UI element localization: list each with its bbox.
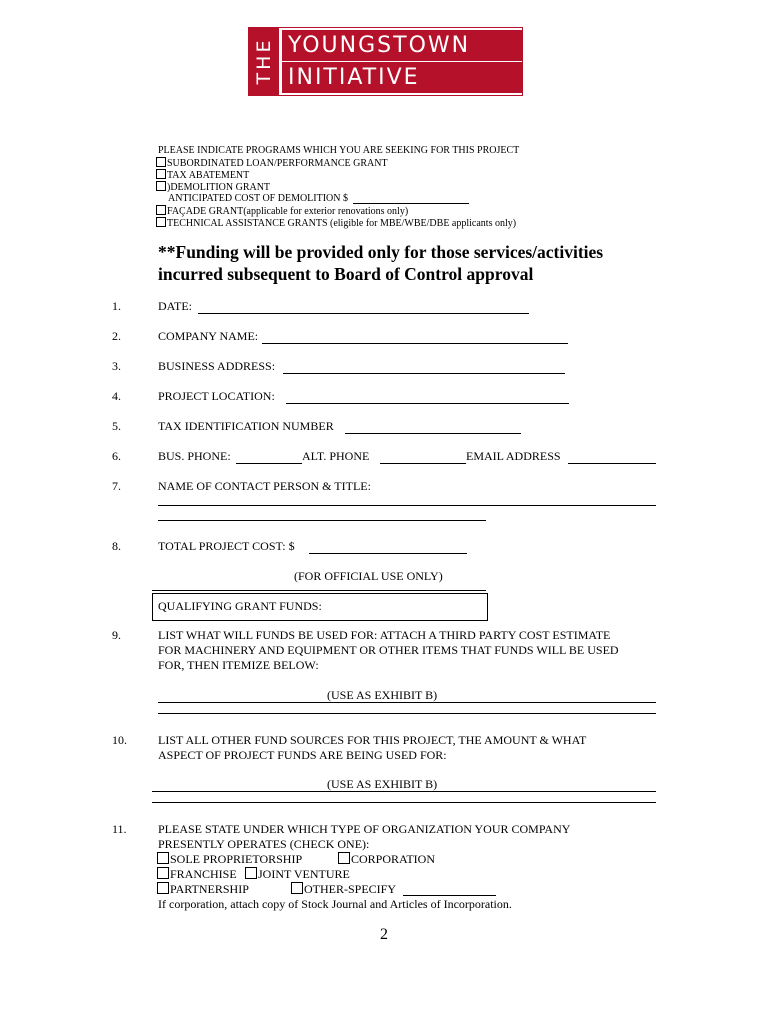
checkbox[interactable] <box>156 169 166 179</box>
checkbox[interactable] <box>291 882 303 894</box>
logo-the-badge <box>249 28 279 95</box>
q6-number: 6. <box>112 449 121 463</box>
q3-label: BUSINESS ADDRESS: <box>158 359 276 373</box>
total-project-cost-field[interactable] <box>309 553 467 554</box>
option-joint-venture: JOINT VENTURE <box>245 867 350 882</box>
contact-person-field[interactable] <box>158 505 656 506</box>
logo <box>248 27 523 96</box>
qualifying-grant-label: QUALIFYING GRANT FUNDS: <box>158 599 322 613</box>
checkbox[interactable] <box>245 867 257 879</box>
bus-phone-label: BUS. PHONE: <box>158 449 231 463</box>
q11-line1: PLEASE STATE UNDER WHICH TYPE OF ORGANIZATION YOUR COMPANY <box>158 822 571 836</box>
q10-number: 10. <box>112 733 127 747</box>
date-field[interactable] <box>198 313 529 314</box>
q7-label: NAME OF CONTACT PERSON & TITLE: <box>158 479 371 493</box>
option-franchise: FRANCHISE <box>157 867 237 882</box>
q9-line1: LIST WHAT WILL FUNDS BE USED FOR: ATTACH A THIRD PARTY COST ESTIMATE <box>158 628 611 642</box>
logo-the-text: THE <box>253 37 275 85</box>
tax-id-field[interactable] <box>345 433 521 434</box>
q10-exhibit: (USE AS EXHIBIT B) <box>327 777 438 791</box>
q11-note: If corporation, attach copy of Stock Journal and Articles of Incorporation. <box>158 897 512 911</box>
program-item-technical: TECHNICAL ASSISTANCE GRANTS (eligible for MBE/WBE/DBE applicants only) <box>156 217 516 230</box>
business-address-field[interactable] <box>283 373 565 374</box>
option-corporation: CORPORATION <box>338 852 435 867</box>
q2-label: COMPANY NAME: <box>158 329 259 343</box>
q9-line3: FOR, THEN ITEMIZE BELOW: <box>158 658 319 672</box>
q3-number: 3. <box>112 359 121 373</box>
q10-line1: LIST ALL OTHER FUND SOURCES FOR THIS PROJECT, THE AMOUNT & WHAT <box>158 733 587 747</box>
q9-field-line2[interactable] <box>158 713 656 714</box>
qualifying-grant-box[interactable] <box>152 593 488 621</box>
q9-exhibit: (USE AS EXHIBIT B) <box>327 688 438 702</box>
email-field[interactable] <box>568 463 656 464</box>
q11-number: 11. <box>112 822 127 836</box>
checkbox[interactable] <box>156 157 166 167</box>
q1-label: DATE: <box>158 299 192 313</box>
logo-line1: YOUNGSTOWN <box>282 30 522 61</box>
q10-field-line2[interactable] <box>152 802 656 803</box>
checkbox[interactable] <box>156 181 166 191</box>
funding-notice-line1: **Funding will be provided only for those services/activities <box>158 242 604 262</box>
q9-field-line1[interactable] <box>158 702 656 703</box>
checkbox[interactable] <box>338 852 350 864</box>
project-location-field[interactable] <box>286 403 569 404</box>
page-number: 2 <box>380 926 388 943</box>
official-use-divider <box>152 590 486 591</box>
q11-line2: PRESENTLY OPERATES (CHECK ONE): <box>158 837 370 851</box>
bus-phone-field[interactable] <box>236 463 302 464</box>
q8-number: 8. <box>112 539 121 553</box>
demolition-cost-field[interactable] <box>353 203 469 204</box>
q2-number: 2. <box>112 329 121 343</box>
checkbox[interactable] <box>157 852 169 864</box>
logo-line2: INITIATIVE <box>282 62 522 93</box>
q1-number: 1. <box>112 299 121 313</box>
q9-line2: FOR MACHINERY AND EQUIPMENT OR OTHER ITEMS THAT FUNDS WILL BE USED <box>158 643 619 657</box>
company-name-field[interactable] <box>262 343 568 344</box>
q10-field-line1[interactable] <box>152 791 656 792</box>
checkbox[interactable] <box>156 217 166 227</box>
programs-heading: PLEASE INDICATE PROGRAMS WHICH YOU ARE SEEKING FOR THIS PROJECT <box>158 145 520 156</box>
option-other: OTHER-SPECIFY <box>291 882 396 897</box>
program-item-demolition: )DEMOLITION GRANT <box>156 181 270 194</box>
alt-phone-field[interactable] <box>380 463 466 464</box>
checkbox[interactable] <box>157 867 169 879</box>
official-use-label: (FOR OFFICIAL USE ONLY) <box>294 569 443 583</box>
other-specify-field[interactable] <box>403 895 496 896</box>
email-label: EMAIL ADDRESS <box>466 449 561 463</box>
option-sole-proprietorship: SOLE PROPRIETORSHIP <box>157 852 302 867</box>
checkbox[interactable] <box>157 882 169 894</box>
program-item-loan: SUBORDINATED LOAN/PERFORMANCE GRANT <box>156 157 388 170</box>
contact-title-field[interactable] <box>158 520 486 521</box>
q4-label: PROJECT LOCATION: <box>158 389 275 403</box>
funding-notice-line2: incurred subsequent to Board of Control approval <box>158 264 534 284</box>
q7-number: 7. <box>112 479 121 493</box>
alt-phone-label: ALT. PHONE <box>302 449 370 463</box>
q5-label: TAX IDENTIFICATION NUMBER <box>158 419 334 433</box>
q9-number: 9. <box>112 628 121 642</box>
q4-number: 4. <box>112 389 121 403</box>
program-item-tax: TAX ABATEMENT <box>156 169 249 182</box>
option-partnership: PARTNERSHIP <box>157 882 249 897</box>
q10-line2: ASPECT OF PROJECT FUNDS ARE BEING USED FOR: <box>158 748 447 762</box>
checkbox[interactable] <box>156 205 166 215</box>
q8-label: TOTAL PROJECT COST: $ <box>158 539 295 553</box>
q5-number: 5. <box>112 419 121 433</box>
demolition-cost-label: ANTICIPATED COST OF DEMOLITION $ <box>168 193 349 204</box>
program-item-facade: FAÇADE GRANT(applicable for exterior renovations only) <box>156 205 408 218</box>
